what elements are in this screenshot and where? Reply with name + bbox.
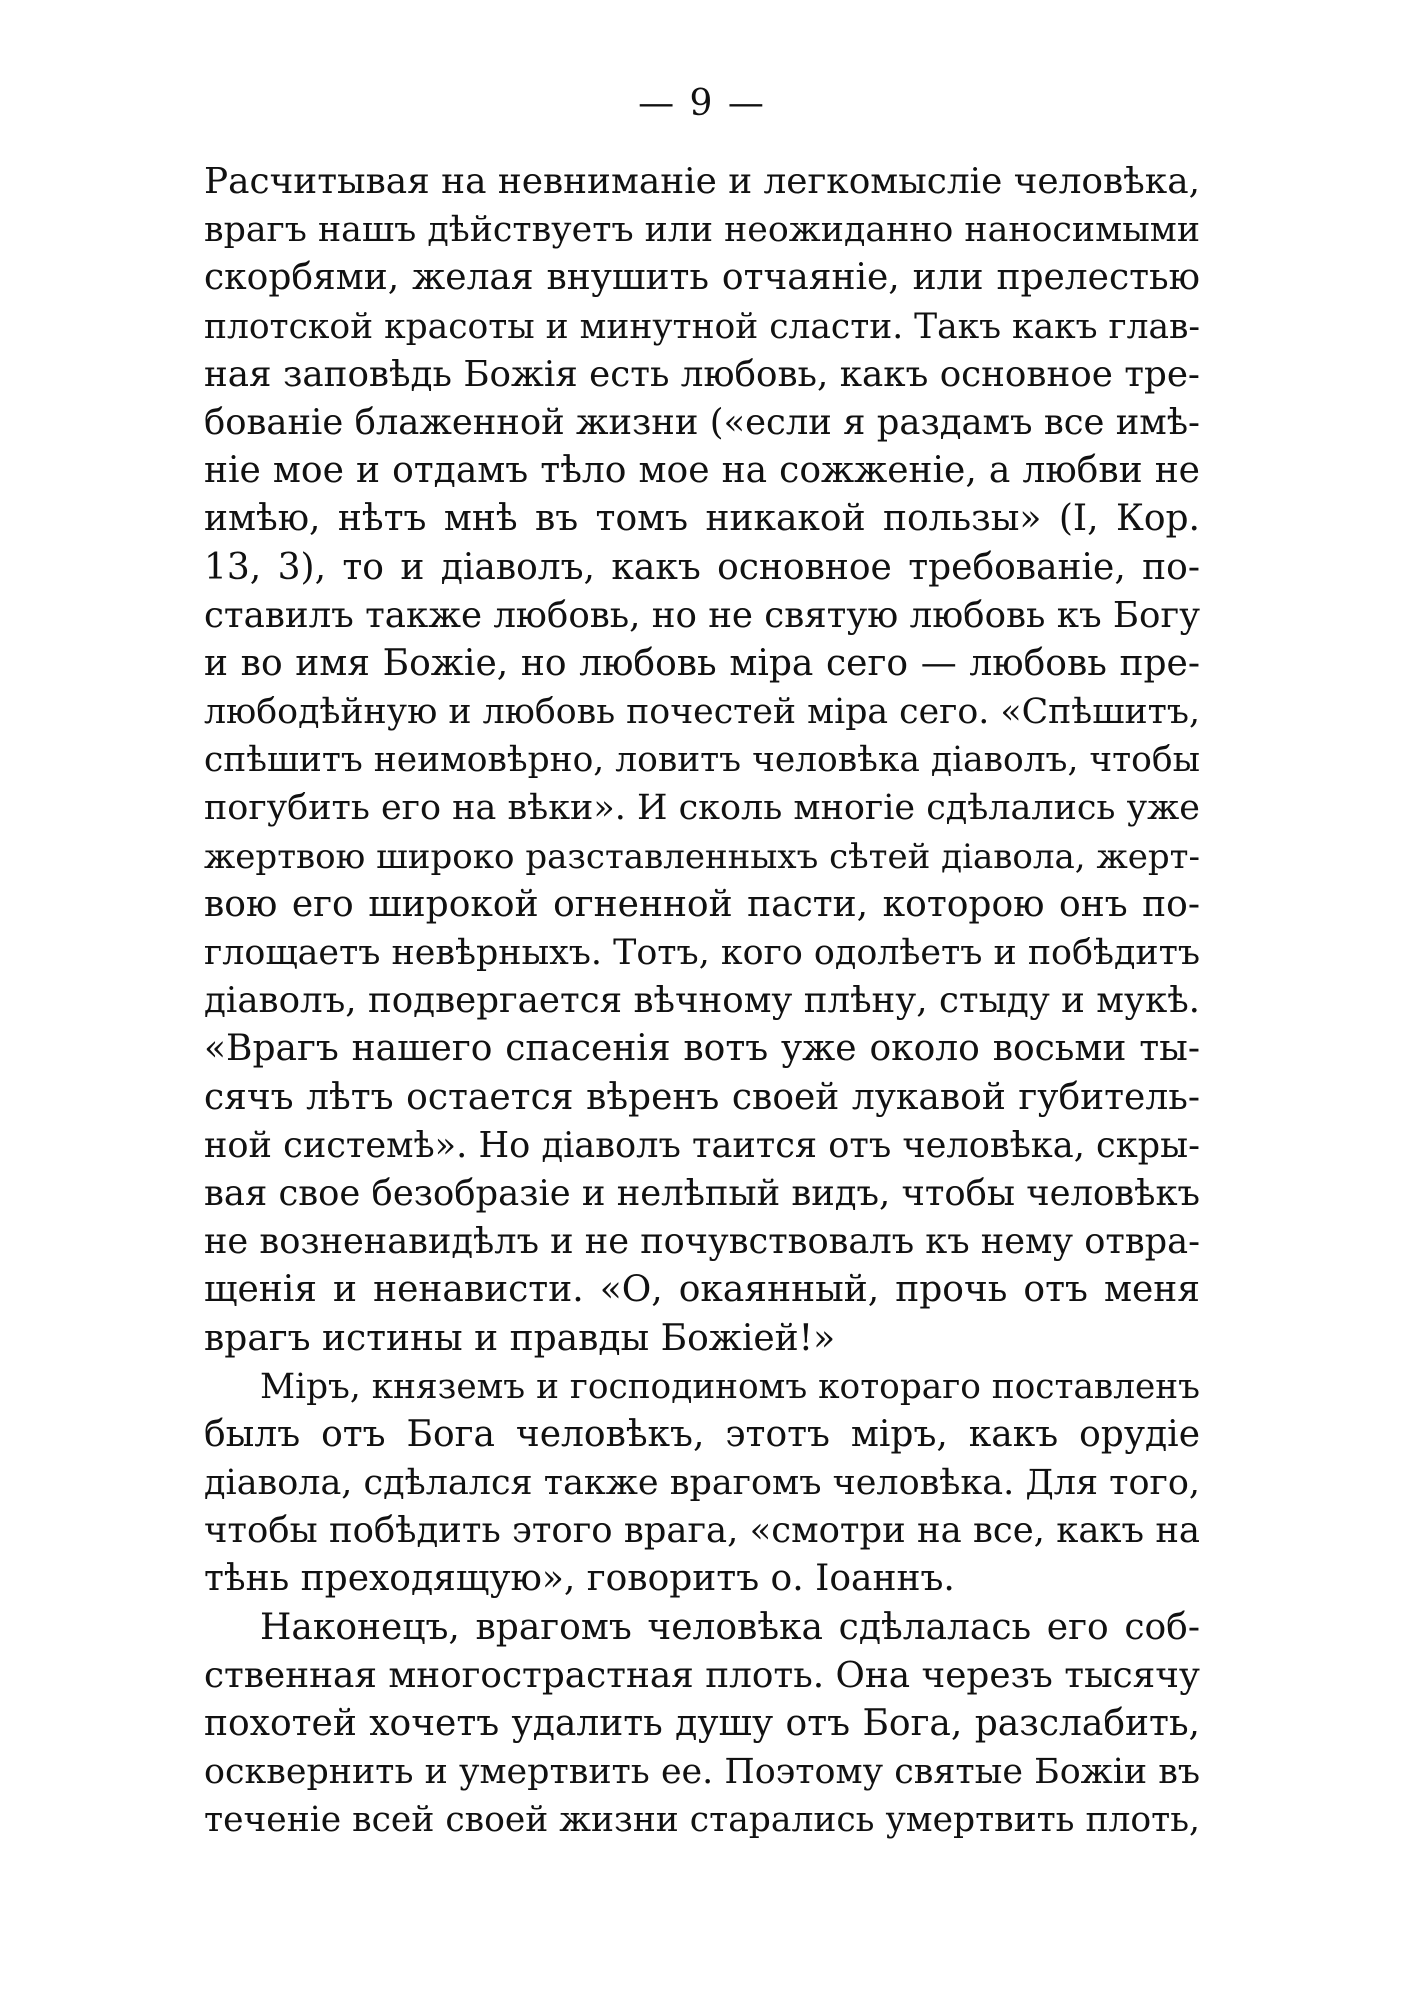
paragraph-1 <box>204 158 1200 1363</box>
text-line: тѣнь преходящую», говоритъ о. Іоаннъ. <box>204 1558 955 1600</box>
text-line: «Врагъ нашего спасенія вотъ уже около восьми ты- <box>204 1028 1200 1070</box>
text-line: ставилъ также любовь, но не святую любовь къ Богу <box>204 594 1201 636</box>
text-line: діаволъ, подвергается вѣчному плѣну, стыду и мукѣ. <box>204 980 1200 1022</box>
text-line: погубить его на вѣки». И сколь многіе сдѣлались уже <box>204 788 1200 829</box>
text-line: имѣю, нѣтъ мнѣ въ томъ никакой пользы» (I, Кор. <box>204 498 1200 540</box>
text-line: похотей хочетъ удалить душу отъ Бога, разслабить, <box>204 1703 1200 1744</box>
text-line: спѣшитъ неимовѣрно, ловитъ человѣка діаволъ, чтобы <box>204 740 1200 781</box>
paragraph-3 <box>204 1604 1200 1845</box>
text-line: осквернить и умертвить ее. Поэтому святые Божіи въ <box>204 1752 1200 1793</box>
text-line: врагъ истины и правды Божіей!» <box>204 1317 836 1359</box>
text-line: щенія и ненависти. «О, окаянный, прочь отъ меня <box>204 1269 1200 1311</box>
text-line: врагъ нашъ дѣйствуетъ или неожиданно наносимыми <box>204 210 1200 251</box>
text-line: сячъ лѣтъ остается вѣренъ своей лукавой губитель- <box>204 1076 1200 1118</box>
text-line: былъ отъ Бога человѣкъ, этотъ міръ, какъ орудіе <box>204 1413 1200 1455</box>
text-line: Наконецъ, врагомъ человѣка сдѣлалась его соб- <box>260 1606 1200 1648</box>
page-number: — 9 — <box>638 83 766 124</box>
text-line: плотской красоты и минутной сласти. Такъ какъ глав- <box>204 306 1200 347</box>
text-line: и во имя Божіе, но любовь міра сего — любовь пре- <box>204 642 1200 684</box>
text-line: ственная многострастная плоть. Она черезъ тысячу <box>204 1654 1200 1696</box>
text-line: ной системѣ». Но діаволъ таится отъ человѣка, скры- <box>204 1124 1200 1166</box>
text-line: Расчитывая на невниманіе и легкомысліе человѣка, <box>204 161 1200 202</box>
text-line: ная заповѣдь Божія есть любовь, какъ основное тре- <box>204 353 1200 395</box>
text-line: жертвою широко разставленныхъ сѣтей діавола, жерт- <box>204 836 1200 877</box>
text-line: бованіе блаженной жизни («если я раздамъ все имѣ- <box>204 401 1200 443</box>
body-text <box>204 158 1200 1845</box>
text-line: скорбями, желая внушить отчаяніе, или прелестью <box>204 257 1200 299</box>
text-line: не возненавидѣлъ и не почувствовалъ къ нему отвра- <box>204 1221 1200 1263</box>
text-line: вая свое безобразіе и нелѣпый видъ, чтобы человѣкъ <box>204 1172 1200 1214</box>
text-line: ніе мое и отдамъ тѣло мое на сожженіе, а любви не <box>204 450 1200 492</box>
text-line: теченіе всей своей жизни старались умертвить плоть, <box>204 1800 1200 1841</box>
text-line: Міръ, княземъ и господиномъ котораго поставленъ <box>260 1366 1200 1407</box>
text-line: любодѣйную и любовь почестей міра сего. «Спѣшитъ, <box>204 692 1200 733</box>
text-line: діавола, сдѣлался также врагомъ человѣка. Для того, <box>204 1463 1200 1504</box>
paragraph-2 <box>204 1363 1200 1604</box>
text-line: глощаетъ невѣрныхъ. Тотъ, кого одолѣетъ и побѣдитъ <box>204 933 1200 973</box>
text-line: вою его широкой огненной пасти, которою онъ по- <box>204 883 1200 925</box>
text-line: чтобы побѣдить этого врага, «смотри на все, какъ на <box>204 1510 1200 1552</box>
text-line: 13, 3), то и діаволъ, какъ основное требованіе, по- <box>204 546 1200 588</box>
